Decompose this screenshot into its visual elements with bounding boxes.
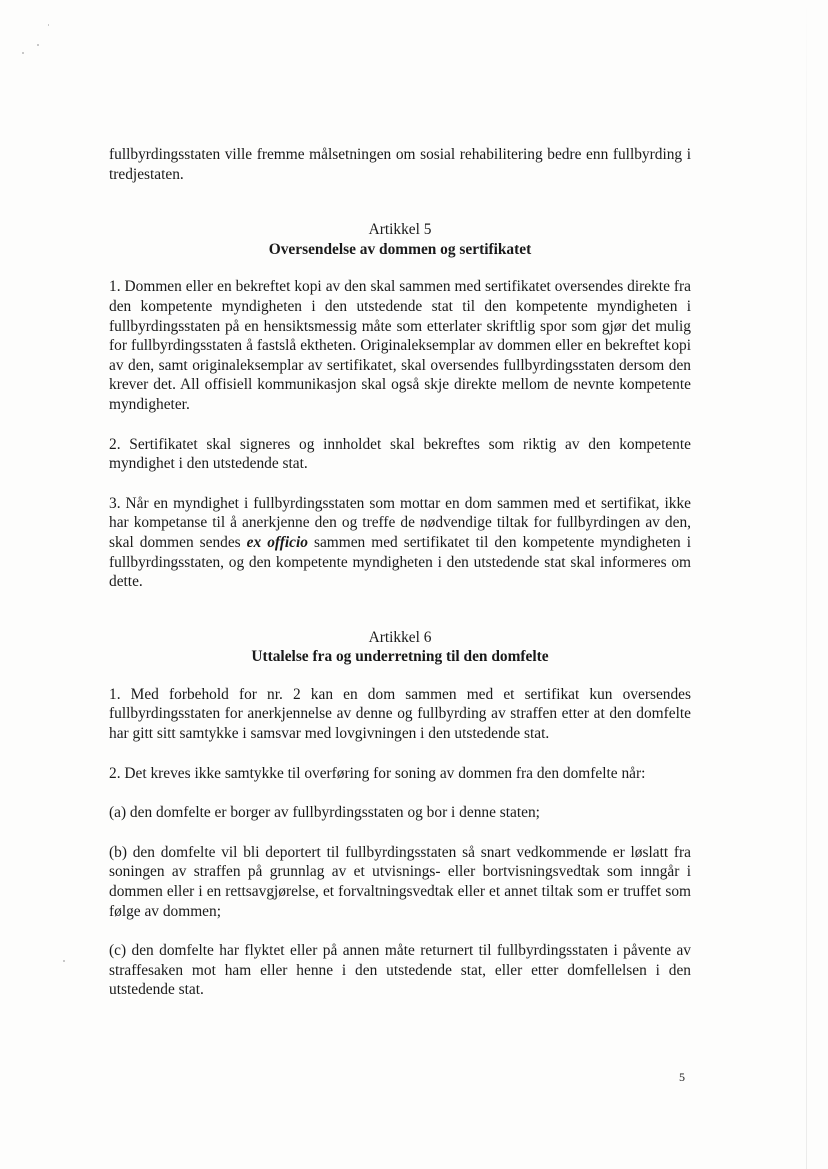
article-5-heading bbox=[109, 220, 691, 259]
article-5-paragraph-2: 2. Sertifikatet skal signeres og innholdet skal bekreftes som riktig av den kompetente myndighet i den utstedende stat. bbox=[109, 435, 691, 473]
article-5-paragraph-1: 1. Dommen eller en bekreftet kopi av den skal sammen med sertifikatet oversendes direkte fra den kompetente myndigheten i den utstedende stat til den kompetente myndigheten i fullbyrdingsstaten på en hensiktsmessig måte som etterlater skriftlig spor som gjør det mulig for fullbyrdingsstaten å fastslå ektheten. Originaleksemplar av dommen eller en bekreftet kopi av den, samt originaleksemplar av sertifikatet, skal oversendes fullbyrdingsstaten dersom den krever det. All offisiell kommunikasjon skal også skje direkte mellom de nevnte kompetente myndigheter. bbox=[109, 278, 691, 413]
document-body bbox=[109, 145, 691, 1000]
article-5-number: Artikkel 5 bbox=[368, 221, 432, 239]
article-6-item-b: (b) den domfelte vil bli deportert til fullbyrdingsstaten så snart vedkommende er løslatt fra soningen av straffen på grunnlag av et utvisnings- eller bortvisningsvedtak som inngår i dommen eller i en rettsavgjørelse, et forvaltningsvedtak eller et annet tiltak som er truffet som følge av dommen; bbox=[109, 843, 691, 920]
article-5-paragraph-3 bbox=[109, 494, 691, 592]
intro-paragraph: fullbyrdingsstaten ville fremme målsetningen om sosial rehabilitering bedre enn fullbyrding i tredjestaten. bbox=[109, 146, 691, 183]
article-6-number: Artikkel 6 bbox=[368, 628, 432, 646]
article-6-heading bbox=[109, 628, 691, 667]
scan-edge bbox=[806, 0, 807, 1169]
scan-speck bbox=[37, 44, 39, 46]
page-number: 5 bbox=[679, 1070, 685, 1084]
scan-speck bbox=[48, 24, 49, 26]
article-6-item-c: (c) den domfelte har flyktet eller på annen måte returnert til fullbyrdingsstaten i påvente av straffesaken mot ham eller henne i den utstedende stat, eller etter domfellelsen i den utstedende stat. bbox=[109, 942, 691, 999]
article-6-paragraph-1: 1. Med forbehold for nr. 2 kan en dom sammen med et sertifikat kun oversendes fullbyrdingsstaten for anerkjennelse av denne og fullbyrding av straffen etter at den domfelte har gitt sitt samtykke i samsvar med lovgivningen i den utstedende stat. bbox=[109, 685, 691, 743]
article-6-paragraph-2: 2. Det kreves ikke samtykke til overføring for soning av dommen fra den domfelte når: bbox=[109, 764, 646, 782]
article-6-title: Uttalelse fra og underretning til den domfelte bbox=[251, 648, 549, 666]
article-6-item-a: (a) den domfelte er borger av fullbyrdingsstaten og bor i denne staten; bbox=[109, 804, 540, 822]
scan-speck bbox=[63, 960, 65, 962]
scan-speck bbox=[22, 52, 24, 54]
article-5-title: Oversendelse av dommen og sertifikatet bbox=[268, 240, 532, 258]
article-5-p3-text-start: 3. Når en myndighet i fullbyrdingsstaten som mottar en dom sammen med et sertifikat, ikke har kompetanse til å anerkjenne den og treffe de nødvendige tiltak for fullbyrdingen av den, skal dommen sendes bbox=[109, 494, 691, 551]
article-5-p3-latin-term: ex officio bbox=[246, 533, 308, 551]
article-5-p3-text-end: sammen med sertifikatet til den kompetente myndigheten i fullbyrdingsstaten, og den kompetente myndigheten i den utstedende stat skal informeres om dette. bbox=[109, 533, 691, 591]
